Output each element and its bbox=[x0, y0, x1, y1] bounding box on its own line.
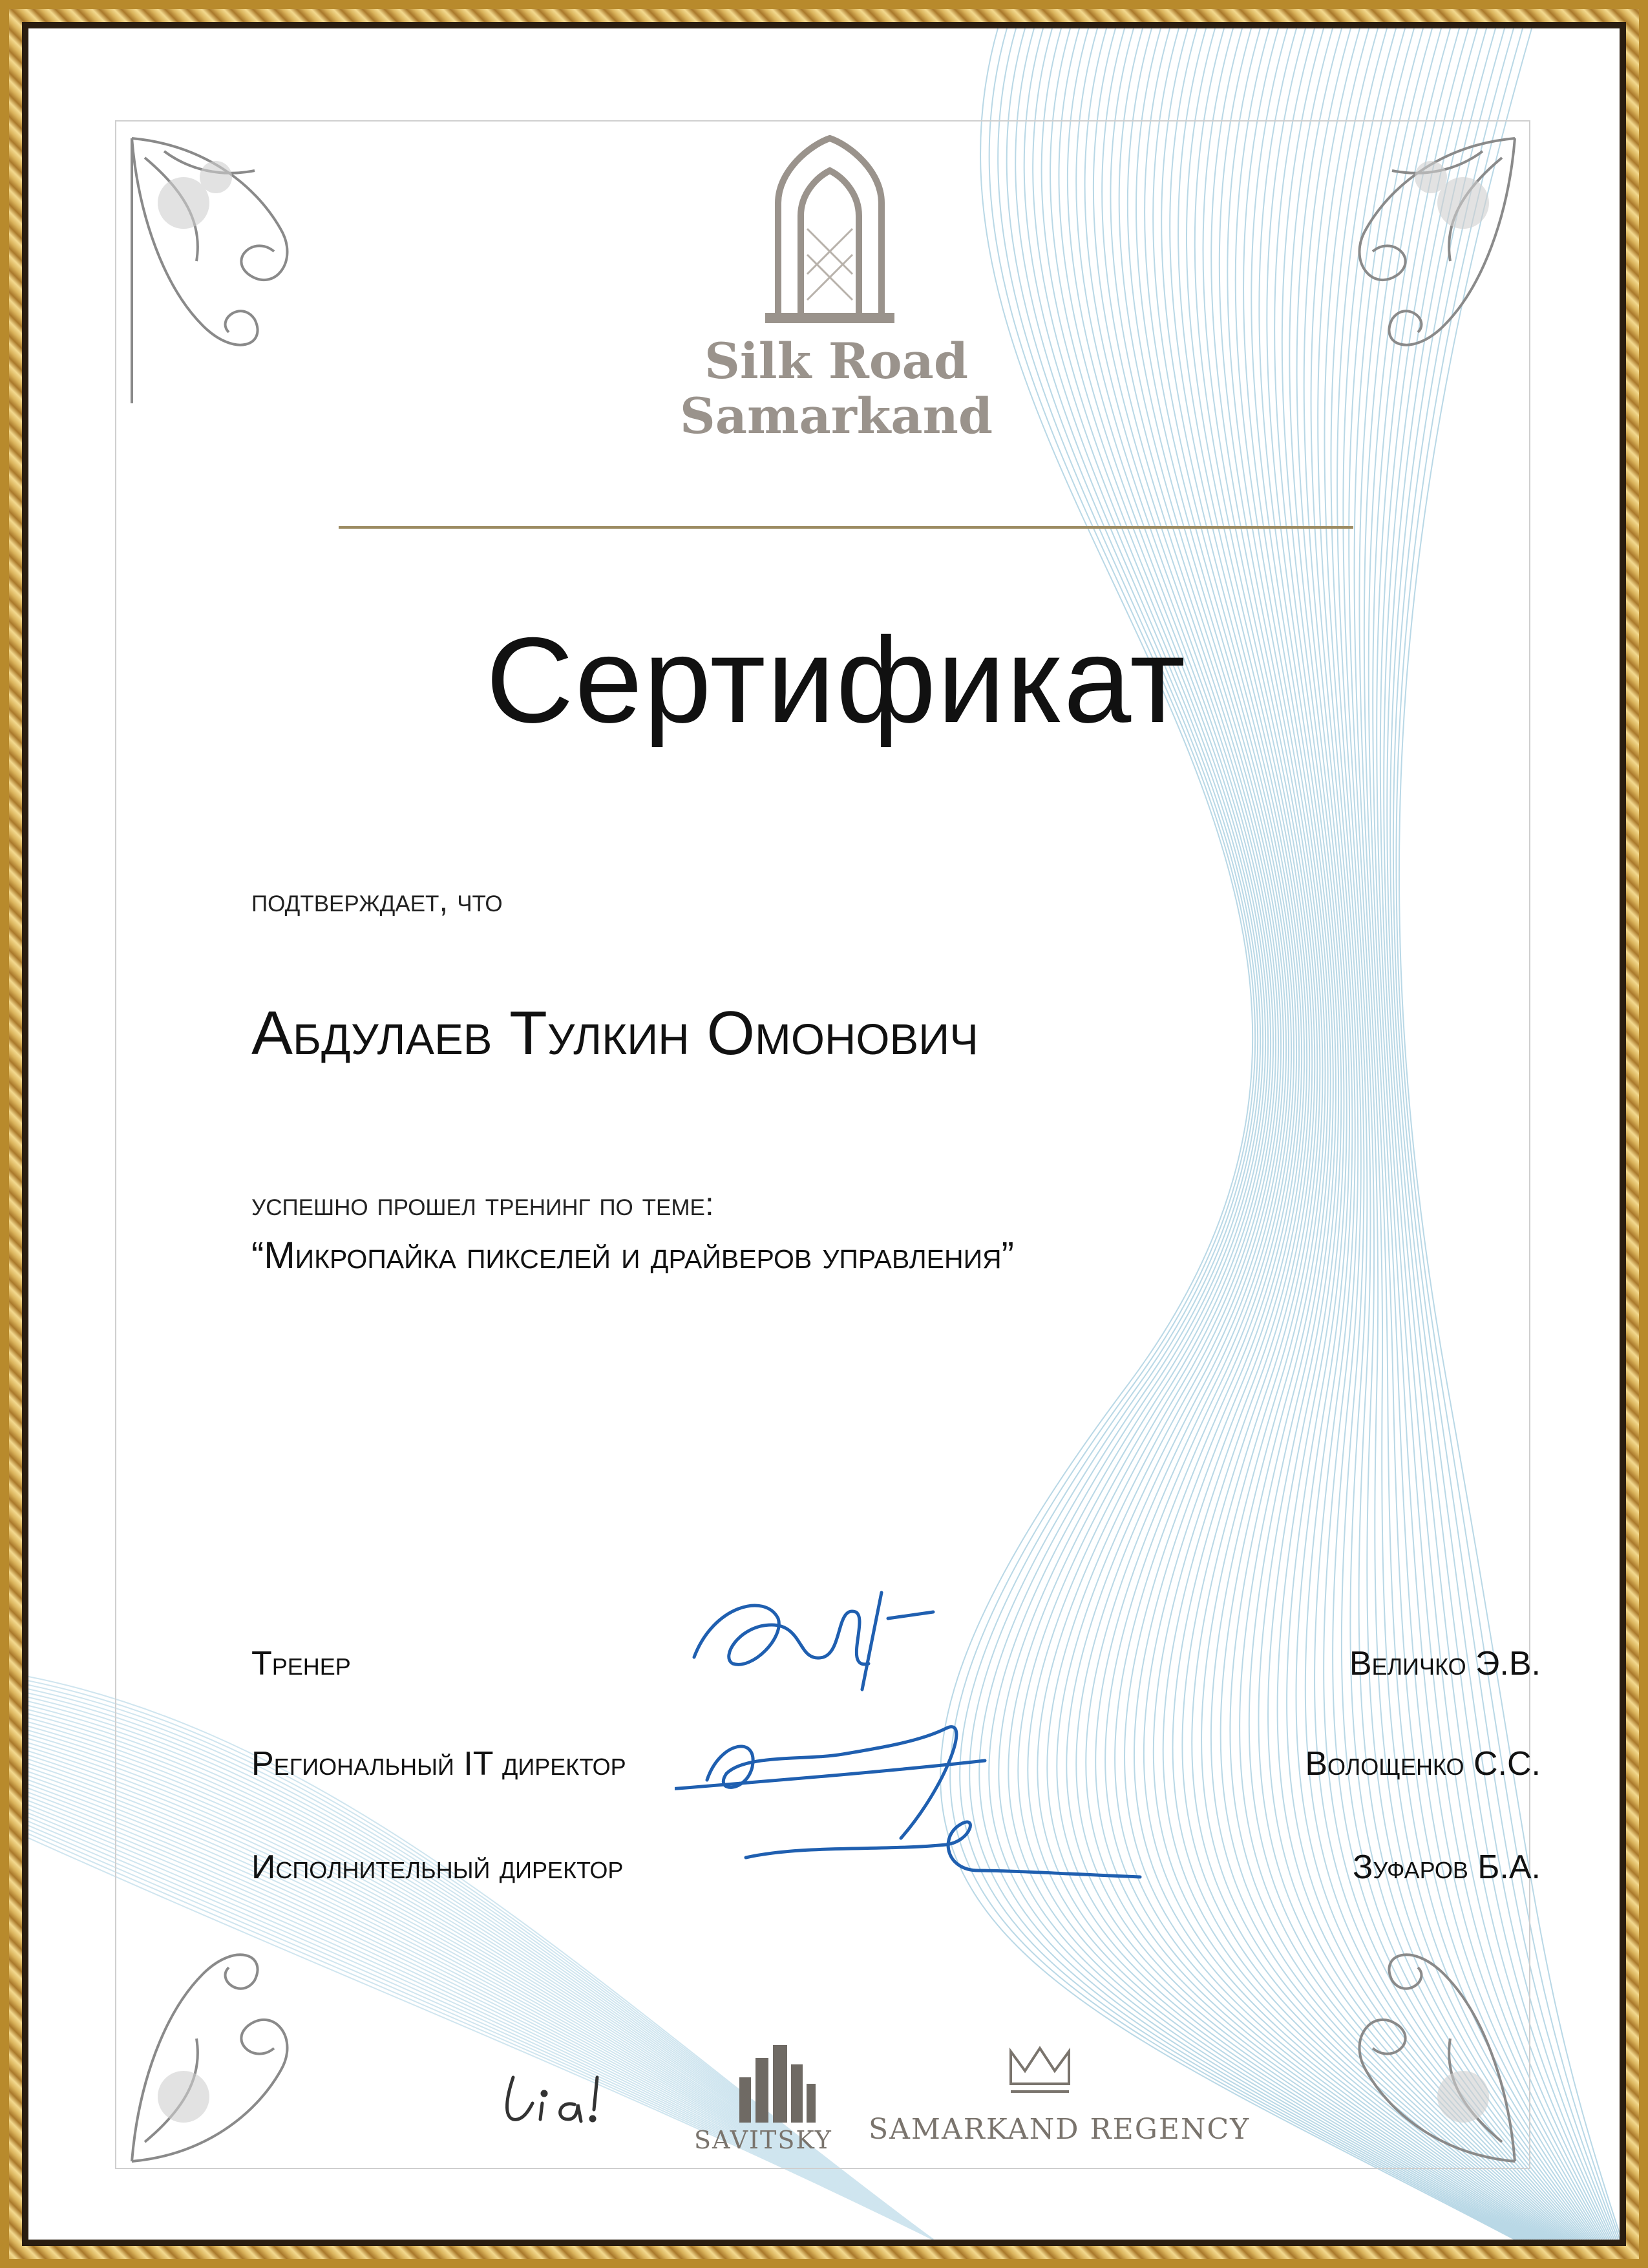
training-text: успешно прошел тренинг по теме: bbox=[251, 1186, 714, 1222]
savitsky-label: SAVITSKY bbox=[694, 2126, 832, 2154]
corner-ornament-top-left-icon bbox=[125, 132, 339, 410]
savitsky-building-logo-icon bbox=[726, 2039, 823, 2123]
signatory-name-2: Волощенко С.С. bbox=[1305, 1745, 1541, 1783]
confirm-text: подтверждает, что bbox=[251, 882, 503, 918]
signatory-name-1: Величко Э.В. bbox=[1349, 1645, 1541, 1682]
training-topic: “Микропайка пикселей и драйверов управления” bbox=[251, 1235, 1014, 1277]
corner-ornament-bottom-left-icon bbox=[125, 1890, 339, 2168]
brand-name-line1: Silk Road bbox=[704, 332, 968, 390]
brand-name-line2: Samarkand bbox=[679, 387, 993, 445]
handwritten-signatures bbox=[675, 1567, 1256, 1903]
certificate-paper bbox=[28, 28, 1620, 2240]
signatory-role-3: Исполнительный директор bbox=[251, 1849, 624, 1886]
regency-crown-logo-icon bbox=[1004, 2039, 1075, 2097]
corner-ornament-top-right-icon bbox=[1308, 132, 1521, 410]
corner-ornament-bottom-right-icon bbox=[1308, 1890, 1521, 2168]
arch-logo-icon bbox=[752, 132, 907, 326]
header-divider bbox=[339, 526, 1353, 529]
signatory-role-2: Региональный IT директор bbox=[251, 1745, 626, 1783]
regency-label: SAMARKAND REGENCY bbox=[869, 2113, 1251, 2146]
signatory-name-3: Зуфаров Б.А. bbox=[1352, 1849, 1541, 1886]
handwritten-note-lia bbox=[494, 2064, 617, 2136]
recipient-name: Абдулаев Тулкин Омонович bbox=[251, 999, 978, 1068]
certificate-title: Сертификат bbox=[485, 612, 1187, 748]
signatory-role-1: Тренер bbox=[251, 1645, 351, 1682]
